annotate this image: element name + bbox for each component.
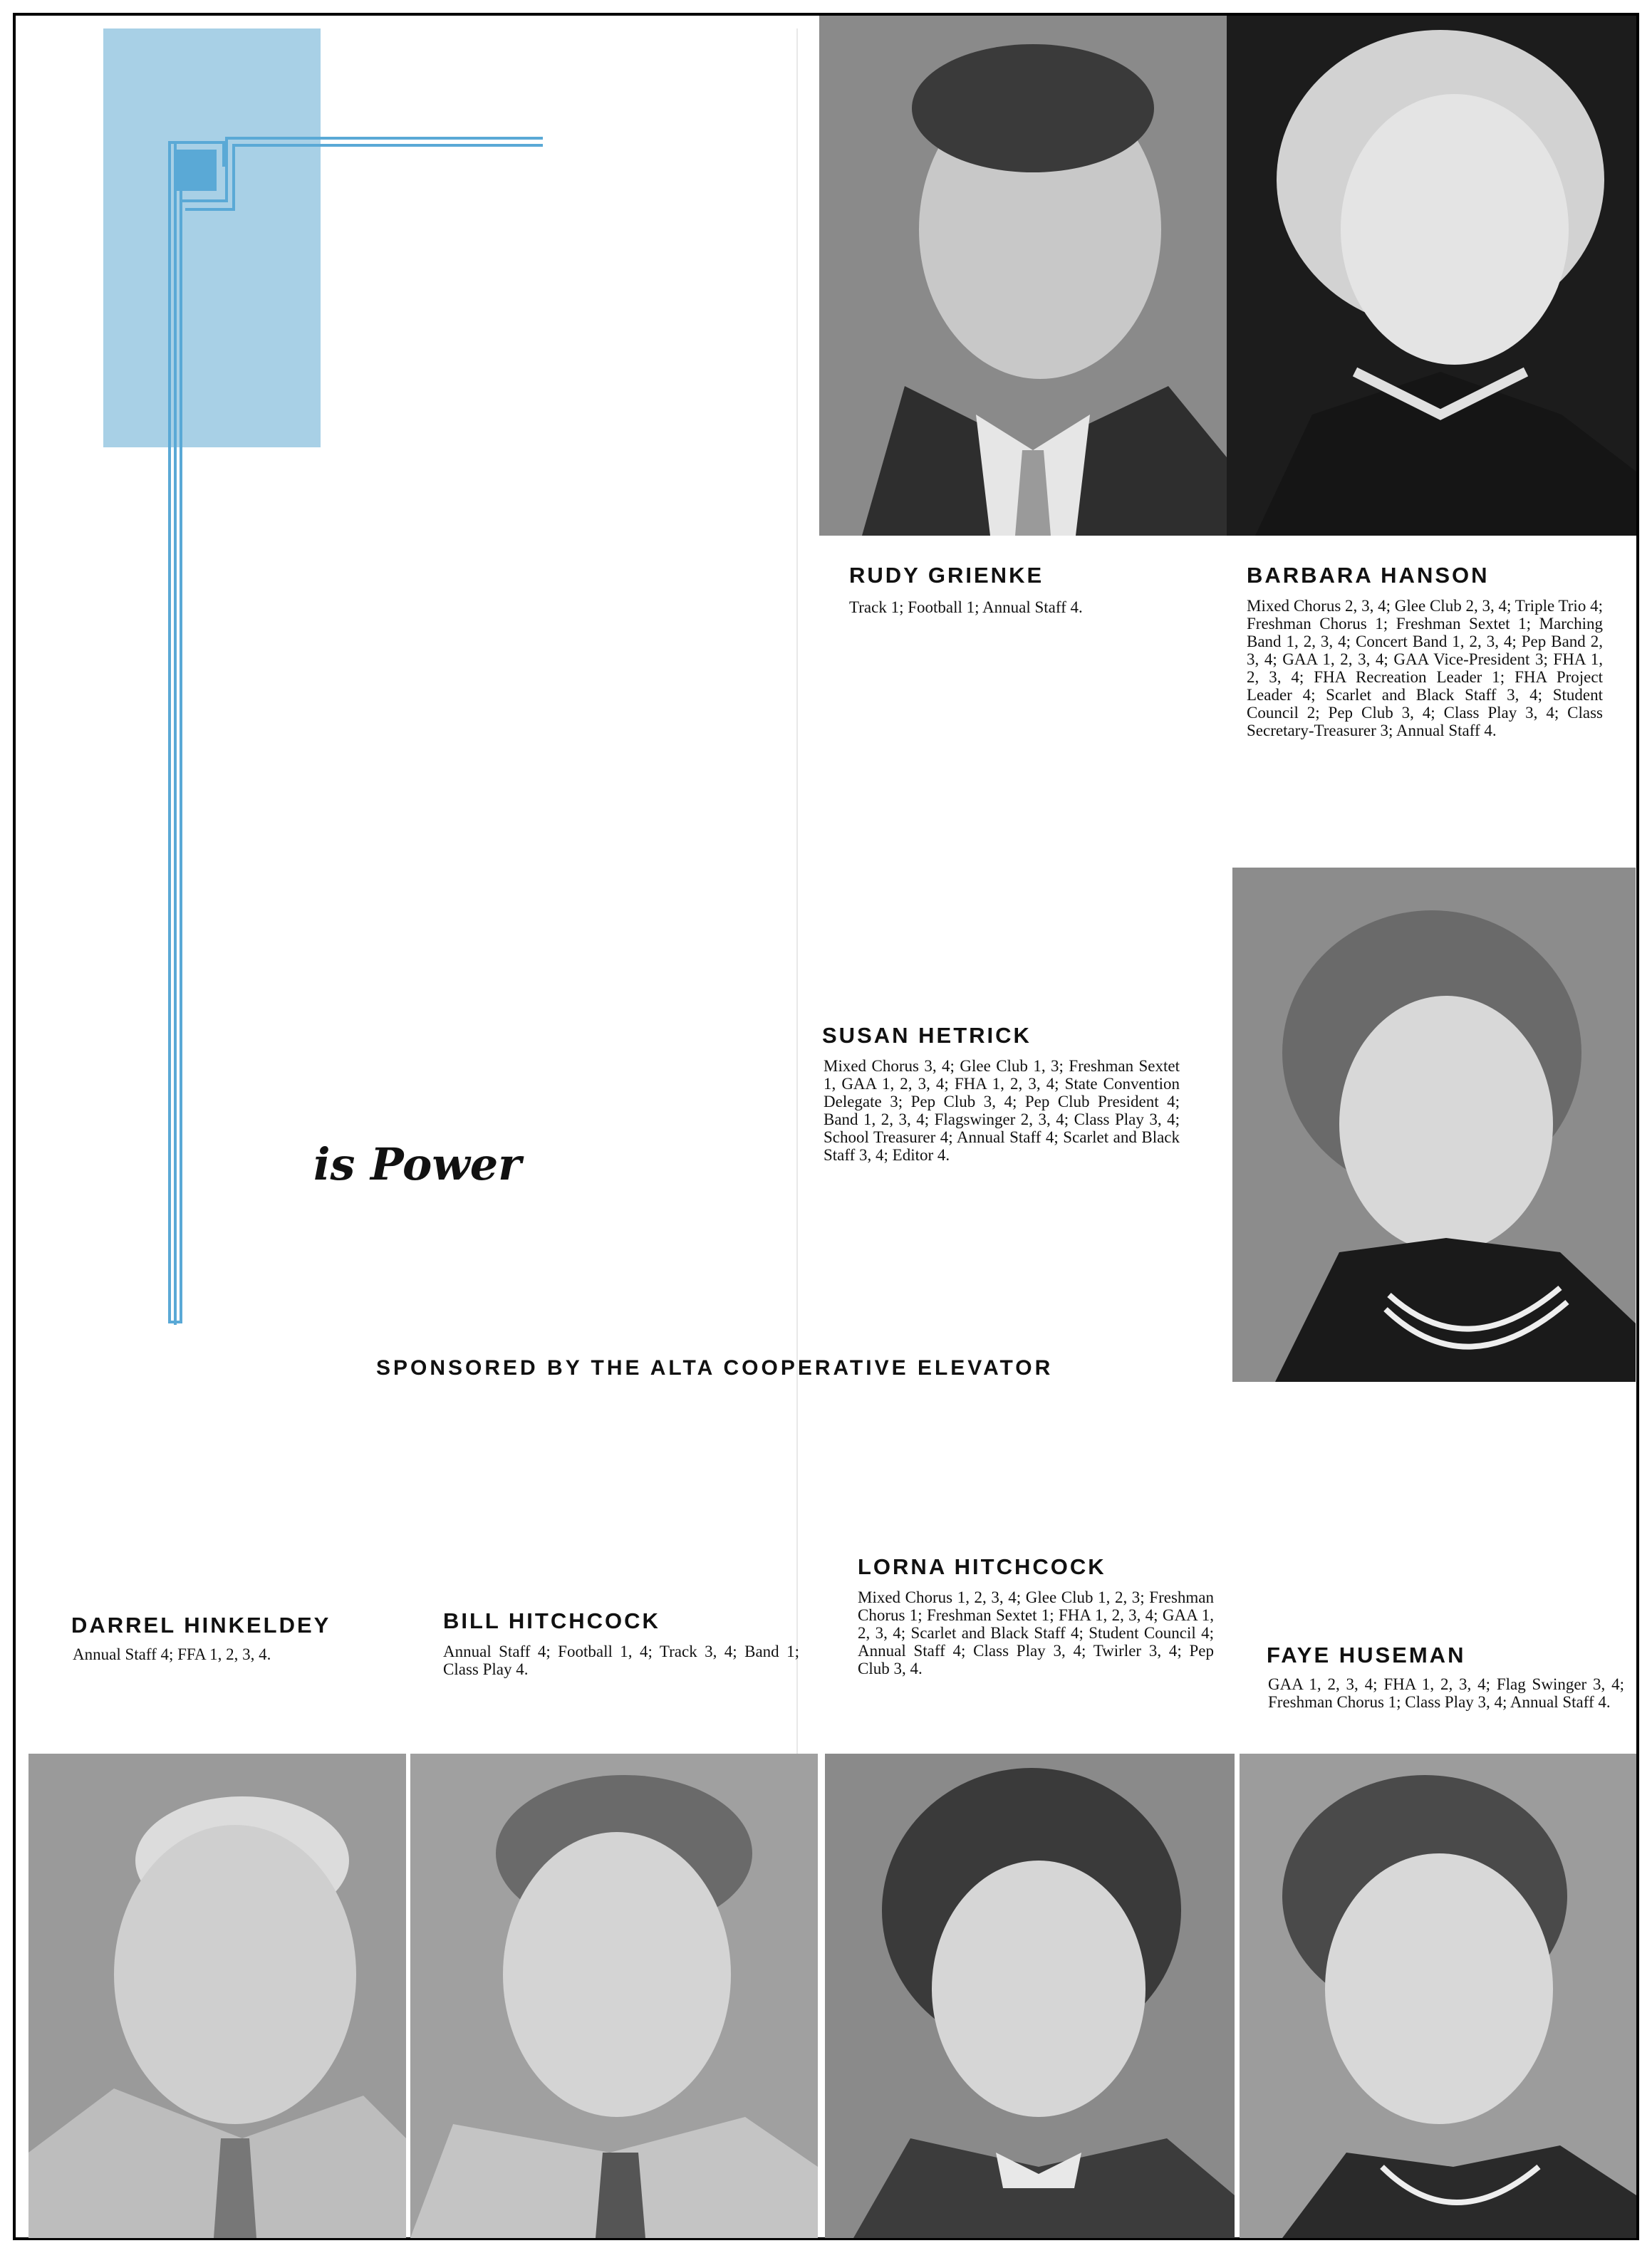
- decorative-blue-panel: [103, 28, 321, 447]
- name-barbara-hanson: BARBARA HANSON: [1247, 563, 1490, 588]
- name-bill-hitchcock: BILL HITCHCOCK: [443, 1608, 660, 1633]
- portrait-susan-hetrick: [1232, 868, 1636, 1382]
- bio-darrel-hinkeldey: Annual Staff 4; FFA 1, 2, 3, 4.: [73, 1645, 271, 1663]
- portrait-bill-hitchcock: [410, 1754, 818, 2238]
- bio-bill-hitchcock: Annual Staff 4; Football 1, 4; Track 3, 4; Band 1; Class Play 4.: [443, 1643, 799, 1678]
- name-faye-huseman: FAYE HUSEMAN: [1267, 1643, 1466, 1667]
- portrait-barbara-hanson: [1227, 16, 1636, 536]
- tagline: is Power: [313, 1138, 521, 1190]
- bio-faye-huseman: GAA 1, 2, 3, 4; FHA 1, 2, 3, 4; Flag Swinger 3, 4; Freshman Chorus 1; Class Play 3, 4; Annual Staff 4.: [1268, 1675, 1624, 1711]
- bio-rudy-grienke: Track 1; Football 1; Annual Staff 4.: [849, 598, 1083, 616]
- bio-lorna-hitchcock: Mixed Chorus 1, 2, 3, 4; Glee Club 1, 2, 3; Freshman Chorus 1; Freshman Sextet 1; FHA 1, 2, 3, 4; GAA 1, 2, 3, 4; Scarlet and Black Staff 4; Student Council 4; Annual Staff 4; Class Play 3, 4; Twirler 3, 4; Pep Club 3, 4.: [858, 1588, 1214, 1677]
- portrait-darrel-hinkeldey: [28, 1754, 406, 2238]
- name-rudy-grienke: RUDY GRIENKE: [849, 563, 1044, 588]
- name-darrel-hinkeldey: DARREL HINKELDEY: [71, 1613, 331, 1638]
- bio-susan-hetrick: Mixed Chorus 3, 4; Glee Club 1, 3; Freshman Sextet 1, GAA 1, 2, 3, 4; FHA 1, 2, 3, 4; State Convention Delegate 3; Pep Club 3, 4; Pep Club President 4; Band 1, 2, 3, 4; Flagswinger 2, 3, 4; Class Play 3, 4; School Treasurer 4; Annual Staff 4; Scarlet and Black Staff 3, 4; Editor 4.: [824, 1057, 1180, 1164]
- portrait-rudy-grienke: [819, 16, 1227, 536]
- name-lorna-hitchcock: LORNA HITCHCOCK: [858, 1554, 1106, 1579]
- portrait-faye-huseman: [1240, 1754, 1636, 2238]
- bio-barbara-hanson: Mixed Chorus 2, 3, 4; Glee Club 2, 3, 4; Triple Trio 4; Freshman Chorus 1; Freshman Sextet 1; Marching Band 1, 2, 3, 4; Concert Band 1, 2, 3, 4; Pep Band 2, 3, 4; GAA 1, 2, 3, 4; GAA Vice-President 3; FHA 1, 2, 3, 4; FHA Recreation Leader 1; FHA Project Leader 4; Scarlet and Black Staff 3, 4; Student Council 2; Pep Club 3, 4; Class Play 3, 4; Class Secretary-Treasurer 3; Annual Staff 4.: [1247, 597, 1603, 739]
- name-susan-hetrick: SUSAN HETRICK: [822, 1023, 1032, 1048]
- sponsor-line: SPONSORED BY THE ALTA COOPERATIVE ELEVATOR: [376, 1356, 1054, 1380]
- portrait-lorna-hitchcock: [825, 1754, 1235, 2238]
